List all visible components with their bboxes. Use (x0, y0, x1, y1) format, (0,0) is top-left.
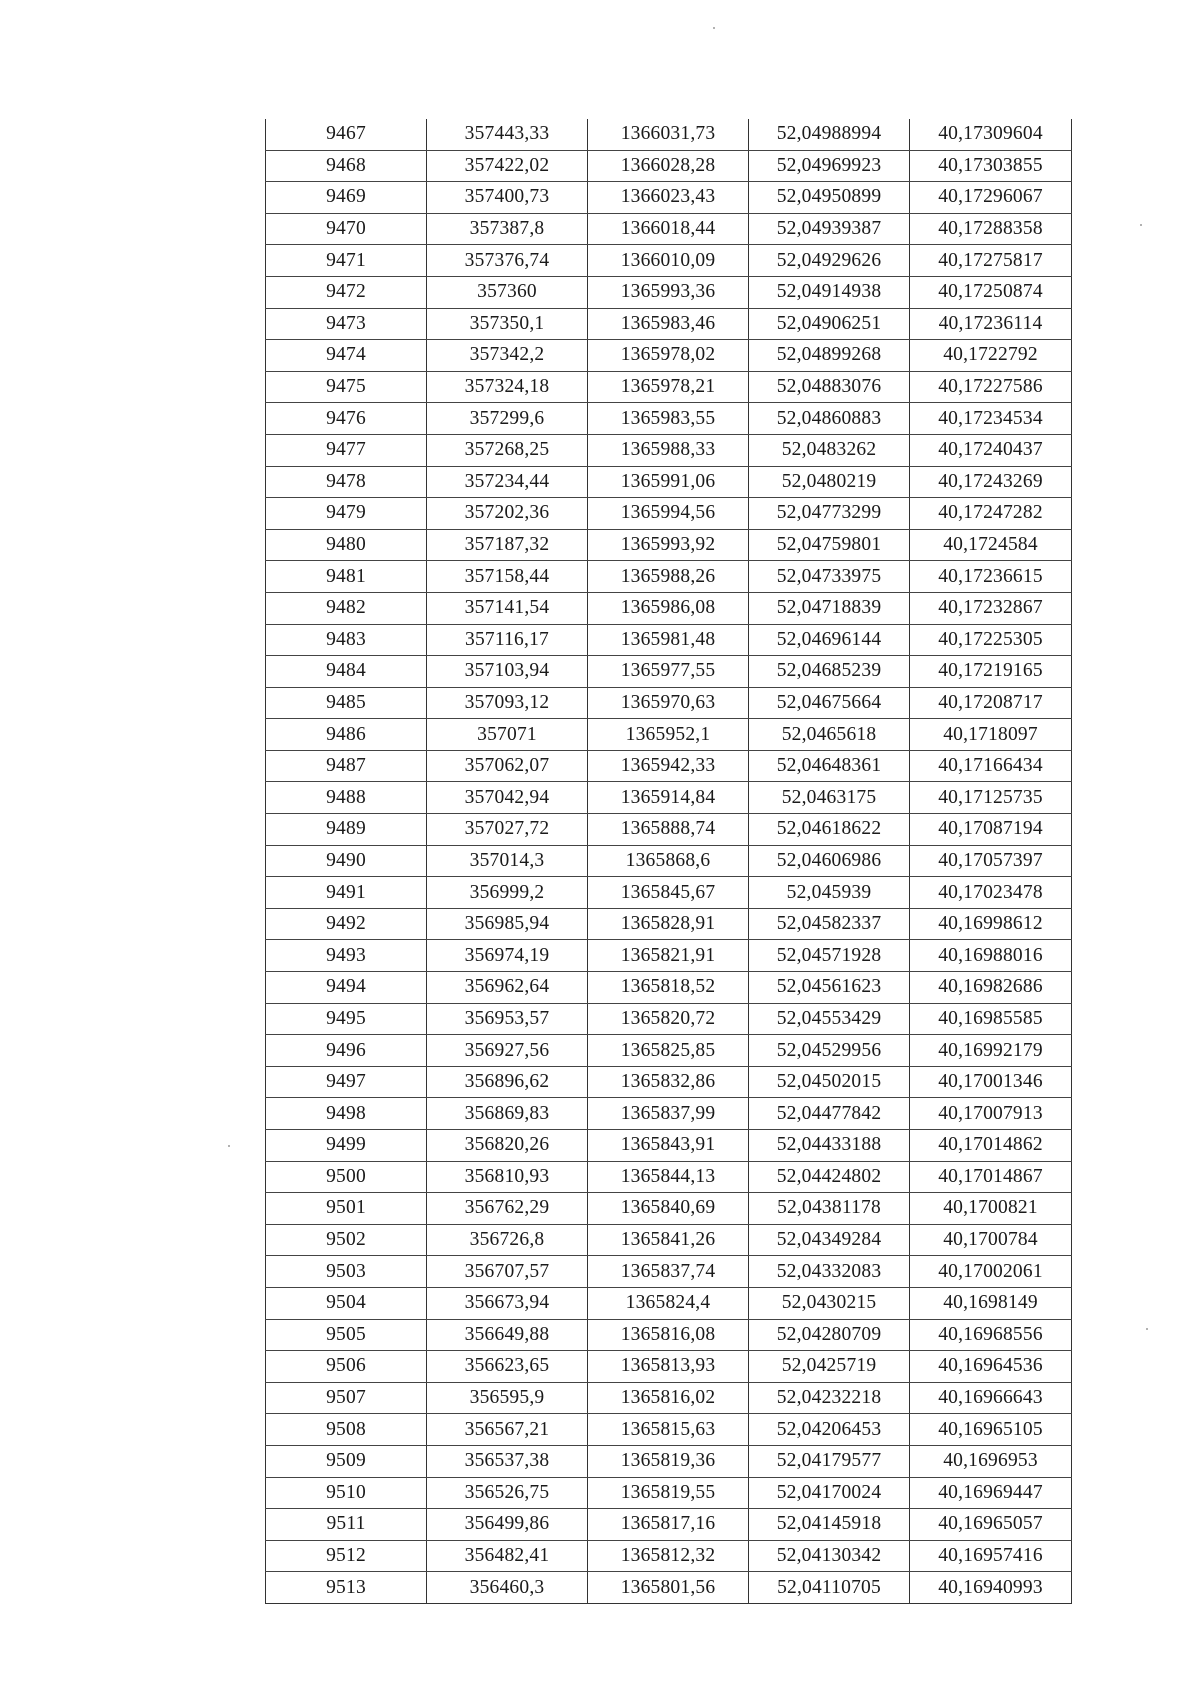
coordinates-table-wrapper (265, 119, 1071, 1604)
latitude-cell: 52,04950899 (749, 182, 910, 214)
longitude-cell: 40,17002061 (910, 1256, 1072, 1288)
latitude-cell: 52,04502015 (749, 1066, 910, 1098)
x-coordinate-cell: 356762,29 (427, 1193, 588, 1225)
x-coordinate-cell: 357400,73 (427, 182, 588, 214)
latitude-cell: 52,04648361 (749, 750, 910, 782)
latitude-cell: 52,04553429 (749, 1003, 910, 1035)
point-number-cell: 9512 (266, 1540, 427, 1572)
point-number-cell: 9477 (266, 434, 427, 466)
table-row (266, 1477, 1072, 1509)
table-row (266, 782, 1072, 814)
y-coordinate-cell: 1365819,36 (588, 1445, 749, 1477)
table-row (266, 182, 1072, 214)
table-row (266, 529, 1072, 561)
longitude-cell: 40,17236114 (910, 308, 1072, 340)
y-coordinate-cell: 1365820,72 (588, 1003, 749, 1035)
y-coordinate-cell: 1366031,73 (588, 119, 749, 150)
y-coordinate-cell: 1365821,91 (588, 940, 749, 972)
longitude-cell: 40,17225305 (910, 624, 1072, 656)
latitude-cell: 52,04433188 (749, 1130, 910, 1162)
point-number-cell: 9476 (266, 403, 427, 435)
latitude-cell: 52,04929626 (749, 245, 910, 277)
point-number-cell: 9472 (266, 276, 427, 308)
y-coordinate-cell: 1365952,1 (588, 719, 749, 751)
longitude-cell: 40,16998612 (910, 908, 1072, 940)
latitude-cell: 52,04773299 (749, 498, 910, 530)
point-number-cell: 9481 (266, 561, 427, 593)
longitude-cell: 40,16969447 (910, 1477, 1072, 1509)
x-coordinate-cell: 356820,26 (427, 1130, 588, 1162)
latitude-cell: 52,04860883 (749, 403, 910, 435)
x-coordinate-cell: 357202,36 (427, 498, 588, 530)
y-coordinate-cell: 1365801,56 (588, 1572, 749, 1604)
x-coordinate-cell: 356595,9 (427, 1382, 588, 1414)
y-coordinate-cell: 1365978,02 (588, 340, 749, 372)
longitude-cell: 40,17057397 (910, 845, 1072, 877)
y-coordinate-cell: 1365914,84 (588, 782, 749, 814)
y-coordinate-cell: 1366010,09 (588, 245, 749, 277)
x-coordinate-cell: 357103,94 (427, 656, 588, 688)
point-number-cell: 9508 (266, 1414, 427, 1446)
x-coordinate-cell: 357387,8 (427, 213, 588, 245)
latitude-cell: 52,04232218 (749, 1382, 910, 1414)
table-row (266, 624, 1072, 656)
point-number-cell: 9497 (266, 1066, 427, 1098)
point-number-cell: 9492 (266, 908, 427, 940)
x-coordinate-cell: 356896,62 (427, 1066, 588, 1098)
table-row (266, 814, 1072, 846)
longitude-cell: 40,17007913 (910, 1098, 1072, 1130)
x-coordinate-cell: 356623,65 (427, 1351, 588, 1383)
y-coordinate-cell: 1365828,91 (588, 908, 749, 940)
latitude-cell: 52,045939 (749, 877, 910, 909)
x-coordinate-cell: 357299,6 (427, 403, 588, 435)
scan-speck (713, 27, 715, 29)
latitude-cell: 52,0483262 (749, 434, 910, 466)
table-row (266, 213, 1072, 245)
latitude-cell: 52,0425719 (749, 1351, 910, 1383)
table-row (266, 1224, 1072, 1256)
table-row (266, 434, 1072, 466)
longitude-cell: 40,17243269 (910, 466, 1072, 498)
point-number-cell: 9487 (266, 750, 427, 782)
table-row (266, 1540, 1072, 1572)
x-coordinate-cell: 356999,2 (427, 877, 588, 909)
latitude-cell: 52,04332083 (749, 1256, 910, 1288)
table-row (266, 719, 1072, 751)
latitude-cell: 52,04696144 (749, 624, 910, 656)
table-row (266, 1130, 1072, 1162)
x-coordinate-cell: 357234,44 (427, 466, 588, 498)
x-coordinate-cell: 357187,32 (427, 529, 588, 561)
table-row (266, 1287, 1072, 1319)
point-number-cell: 9486 (266, 719, 427, 751)
latitude-cell: 52,0463175 (749, 782, 910, 814)
longitude-cell: 40,1700821 (910, 1193, 1072, 1225)
point-number-cell: 9506 (266, 1351, 427, 1383)
point-number-cell: 9504 (266, 1287, 427, 1319)
x-coordinate-cell: 356649,88 (427, 1319, 588, 1351)
point-number-cell: 9494 (266, 972, 427, 1004)
x-coordinate-cell: 356726,8 (427, 1224, 588, 1256)
y-coordinate-cell: 1365837,74 (588, 1256, 749, 1288)
y-coordinate-cell: 1365824,4 (588, 1287, 749, 1319)
x-coordinate-cell: 357360 (427, 276, 588, 308)
point-number-cell: 9479 (266, 498, 427, 530)
x-coordinate-cell: 357324,18 (427, 371, 588, 403)
y-coordinate-cell: 1365983,46 (588, 308, 749, 340)
latitude-cell: 52,04179577 (749, 1445, 910, 1477)
table-row (266, 908, 1072, 940)
coordinates-table (265, 119, 1072, 1604)
x-coordinate-cell: 357093,12 (427, 687, 588, 719)
table-row (266, 940, 1072, 972)
y-coordinate-cell: 1365819,55 (588, 1477, 749, 1509)
x-coordinate-cell: 356974,19 (427, 940, 588, 972)
table-row (266, 498, 1072, 530)
y-coordinate-cell: 1365812,32 (588, 1540, 749, 1572)
latitude-cell: 52,04883076 (749, 371, 910, 403)
longitude-cell: 40,17014862 (910, 1130, 1072, 1162)
latitude-cell: 52,04349284 (749, 1224, 910, 1256)
y-coordinate-cell: 1365991,06 (588, 466, 749, 498)
table-row (266, 1098, 1072, 1130)
y-coordinate-cell: 1365813,93 (588, 1351, 749, 1383)
table-row (266, 1035, 1072, 1067)
x-coordinate-cell: 356707,57 (427, 1256, 588, 1288)
longitude-cell: 40,17219165 (910, 656, 1072, 688)
table-row (266, 972, 1072, 1004)
y-coordinate-cell: 1365978,21 (588, 371, 749, 403)
point-number-cell: 9482 (266, 592, 427, 624)
x-coordinate-cell: 357014,3 (427, 845, 588, 877)
point-number-cell: 9475 (266, 371, 427, 403)
x-coordinate-cell: 357027,72 (427, 814, 588, 846)
table-row (266, 371, 1072, 403)
table-row (266, 687, 1072, 719)
longitude-cell: 40,16964536 (910, 1351, 1072, 1383)
latitude-cell: 52,04969923 (749, 150, 910, 182)
longitude-cell: 40,17014867 (910, 1161, 1072, 1193)
longitude-cell: 40,17296067 (910, 182, 1072, 214)
x-coordinate-cell: 356953,57 (427, 1003, 588, 1035)
point-number-cell: 9499 (266, 1130, 427, 1162)
table-row (266, 656, 1072, 688)
x-coordinate-cell: 357342,2 (427, 340, 588, 372)
y-coordinate-cell: 1365993,36 (588, 276, 749, 308)
point-number-cell: 9469 (266, 182, 427, 214)
y-coordinate-cell: 1365845,67 (588, 877, 749, 909)
point-number-cell: 9495 (266, 1003, 427, 1035)
x-coordinate-cell: 357268,25 (427, 434, 588, 466)
table-row (266, 308, 1072, 340)
table-row (266, 1193, 1072, 1225)
table-row (266, 1572, 1072, 1604)
point-number-cell: 9500 (266, 1161, 427, 1193)
point-number-cell: 9498 (266, 1098, 427, 1130)
x-coordinate-cell: 356869,83 (427, 1098, 588, 1130)
y-coordinate-cell: 1365841,26 (588, 1224, 749, 1256)
latitude-cell: 52,04110705 (749, 1572, 910, 1604)
y-coordinate-cell: 1365983,55 (588, 403, 749, 435)
latitude-cell: 52,04424802 (749, 1161, 910, 1193)
latitude-cell: 52,04280709 (749, 1319, 910, 1351)
longitude-cell: 40,17303855 (910, 150, 1072, 182)
scan-speck (1146, 1328, 1148, 1330)
point-number-cell: 9474 (266, 340, 427, 372)
x-coordinate-cell: 356526,75 (427, 1477, 588, 1509)
point-number-cell: 9503 (266, 1256, 427, 1288)
table-row (266, 466, 1072, 498)
point-number-cell: 9511 (266, 1509, 427, 1541)
point-number-cell: 9501 (266, 1193, 427, 1225)
longitude-cell: 40,16992179 (910, 1035, 1072, 1067)
table-row (266, 1509, 1072, 1541)
latitude-cell: 52,04571928 (749, 940, 910, 972)
longitude-cell: 40,16982686 (910, 972, 1072, 1004)
table-row (266, 592, 1072, 624)
point-number-cell: 9496 (266, 1035, 427, 1067)
x-coordinate-cell: 357350,1 (427, 308, 588, 340)
point-number-cell: 9493 (266, 940, 427, 972)
table-row (266, 1066, 1072, 1098)
longitude-cell: 40,16985585 (910, 1003, 1072, 1035)
point-number-cell: 9484 (266, 656, 427, 688)
table-row (266, 1414, 1072, 1446)
y-coordinate-cell: 1365832,86 (588, 1066, 749, 1098)
point-number-cell: 9471 (266, 245, 427, 277)
x-coordinate-cell: 356962,64 (427, 972, 588, 1004)
y-coordinate-cell: 1365868,6 (588, 845, 749, 877)
point-number-cell: 9502 (266, 1224, 427, 1256)
y-coordinate-cell: 1365994,56 (588, 498, 749, 530)
point-number-cell: 9480 (266, 529, 427, 561)
point-number-cell: 9488 (266, 782, 427, 814)
x-coordinate-cell: 357443,33 (427, 119, 588, 150)
longitude-cell: 40,16988016 (910, 940, 1072, 972)
x-coordinate-cell: 356927,56 (427, 1035, 588, 1067)
longitude-cell: 40,16957416 (910, 1540, 1072, 1572)
point-number-cell: 9507 (266, 1382, 427, 1414)
latitude-cell: 52,0465618 (749, 719, 910, 751)
table-row (266, 119, 1072, 150)
y-coordinate-cell: 1366023,43 (588, 182, 749, 214)
y-coordinate-cell: 1365844,13 (588, 1161, 749, 1193)
latitude-cell: 52,04206453 (749, 1414, 910, 1446)
x-coordinate-cell: 357071 (427, 719, 588, 751)
longitude-cell: 40,17125735 (910, 782, 1072, 814)
table-row (266, 1382, 1072, 1414)
y-coordinate-cell: 1365993,92 (588, 529, 749, 561)
table-row (266, 1319, 1072, 1351)
table-row (266, 877, 1072, 909)
point-number-cell: 9510 (266, 1477, 427, 1509)
scan-speck (1140, 224, 1142, 226)
longitude-cell: 40,17240437 (910, 434, 1072, 466)
x-coordinate-cell: 357376,74 (427, 245, 588, 277)
longitude-cell: 40,16965105 (910, 1414, 1072, 1446)
table-row (266, 245, 1072, 277)
longitude-cell: 40,16965057 (910, 1509, 1072, 1541)
longitude-cell: 40,17227586 (910, 371, 1072, 403)
point-number-cell: 9470 (266, 213, 427, 245)
latitude-cell: 52,04477842 (749, 1098, 910, 1130)
table-row (266, 150, 1072, 182)
point-number-cell: 9483 (266, 624, 427, 656)
point-number-cell: 9473 (266, 308, 427, 340)
longitude-cell: 40,16940993 (910, 1572, 1072, 1604)
y-coordinate-cell: 1365825,85 (588, 1035, 749, 1067)
y-coordinate-cell: 1365981,48 (588, 624, 749, 656)
y-coordinate-cell: 1365843,91 (588, 1130, 749, 1162)
table-row (266, 1003, 1072, 1035)
y-coordinate-cell: 1365816,02 (588, 1382, 749, 1414)
x-coordinate-cell: 356673,94 (427, 1287, 588, 1319)
coordinates-table-body (266, 119, 1072, 1603)
latitude-cell: 52,04718839 (749, 592, 910, 624)
longitude-cell: 40,17247282 (910, 498, 1072, 530)
longitude-cell: 40,17309604 (910, 119, 1072, 150)
point-number-cell: 9489 (266, 814, 427, 846)
y-coordinate-cell: 1365840,69 (588, 1193, 749, 1225)
point-number-cell: 9509 (266, 1445, 427, 1477)
table-row (266, 1445, 1072, 1477)
table-row (266, 845, 1072, 877)
latitude-cell: 52,04759801 (749, 529, 910, 561)
longitude-cell: 40,16966643 (910, 1382, 1072, 1414)
y-coordinate-cell: 1365977,55 (588, 656, 749, 688)
point-number-cell: 9478 (266, 466, 427, 498)
table-row (266, 1351, 1072, 1383)
x-coordinate-cell: 357116,17 (427, 624, 588, 656)
y-coordinate-cell: 1365888,74 (588, 814, 749, 846)
y-coordinate-cell: 1366018,44 (588, 213, 749, 245)
latitude-cell: 52,04675664 (749, 687, 910, 719)
x-coordinate-cell: 356567,21 (427, 1414, 588, 1446)
latitude-cell: 52,04529956 (749, 1035, 910, 1067)
x-coordinate-cell: 356810,93 (427, 1161, 588, 1193)
longitude-cell: 40,17288358 (910, 213, 1072, 245)
point-number-cell: 9491 (266, 877, 427, 909)
longitude-cell: 40,17275817 (910, 245, 1072, 277)
table-row (266, 561, 1072, 593)
longitude-cell: 40,1724584 (910, 529, 1072, 561)
table-row (266, 750, 1072, 782)
longitude-cell: 40,17023478 (910, 877, 1072, 909)
latitude-cell: 52,04988994 (749, 119, 910, 150)
point-number-cell: 9490 (266, 845, 427, 877)
longitude-cell: 40,17166434 (910, 750, 1072, 782)
y-coordinate-cell: 1365986,08 (588, 592, 749, 624)
y-coordinate-cell: 1365815,63 (588, 1414, 749, 1446)
longitude-cell: 40,17208717 (910, 687, 1072, 719)
latitude-cell: 52,04561623 (749, 972, 910, 1004)
longitude-cell: 40,1698149 (910, 1287, 1072, 1319)
x-coordinate-cell: 356460,3 (427, 1572, 588, 1604)
longitude-cell: 40,17001346 (910, 1066, 1072, 1098)
latitude-cell: 52,04939387 (749, 213, 910, 245)
latitude-cell: 52,04381178 (749, 1193, 910, 1225)
x-coordinate-cell: 356985,94 (427, 908, 588, 940)
latitude-cell: 52,04914938 (749, 276, 910, 308)
latitude-cell: 52,04906251 (749, 308, 910, 340)
x-coordinate-cell: 356482,41 (427, 1540, 588, 1572)
y-coordinate-cell: 1366028,28 (588, 150, 749, 182)
scan-speck (228, 1145, 230, 1147)
longitude-cell: 40,1718097 (910, 719, 1072, 751)
latitude-cell: 52,04733975 (749, 561, 910, 593)
latitude-cell: 52,04170024 (749, 1477, 910, 1509)
y-coordinate-cell: 1365988,33 (588, 434, 749, 466)
table-row (266, 276, 1072, 308)
latitude-cell: 52,04130342 (749, 1540, 910, 1572)
longitude-cell: 40,17250874 (910, 276, 1072, 308)
point-number-cell: 9485 (266, 687, 427, 719)
longitude-cell: 40,17236615 (910, 561, 1072, 593)
y-coordinate-cell: 1365942,33 (588, 750, 749, 782)
latitude-cell: 52,0430215 (749, 1287, 910, 1319)
point-number-cell: 9513 (266, 1572, 427, 1604)
x-coordinate-cell: 357422,02 (427, 150, 588, 182)
longitude-cell: 40,1696953 (910, 1445, 1072, 1477)
x-coordinate-cell: 356499,86 (427, 1509, 588, 1541)
x-coordinate-cell: 357141,54 (427, 592, 588, 624)
latitude-cell: 52,04899268 (749, 340, 910, 372)
longitude-cell: 40,1722792 (910, 340, 1072, 372)
latitude-cell: 52,04606986 (749, 845, 910, 877)
y-coordinate-cell: 1365817,16 (588, 1509, 749, 1541)
latitude-cell: 52,04145918 (749, 1509, 910, 1541)
x-coordinate-cell: 357042,94 (427, 782, 588, 814)
longitude-cell: 40,17232867 (910, 592, 1072, 624)
latitude-cell: 52,0480219 (749, 466, 910, 498)
table-row (266, 1256, 1072, 1288)
y-coordinate-cell: 1365816,08 (588, 1319, 749, 1351)
latitude-cell: 52,04618622 (749, 814, 910, 846)
y-coordinate-cell: 1365818,52 (588, 972, 749, 1004)
x-coordinate-cell: 357158,44 (427, 561, 588, 593)
point-number-cell: 9468 (266, 150, 427, 182)
x-coordinate-cell: 356537,38 (427, 1445, 588, 1477)
latitude-cell: 52,04582337 (749, 908, 910, 940)
table-row (266, 340, 1072, 372)
y-coordinate-cell: 1365970,63 (588, 687, 749, 719)
longitude-cell: 40,17234534 (910, 403, 1072, 435)
y-coordinate-cell: 1365837,99 (588, 1098, 749, 1130)
point-number-cell: 9467 (266, 119, 427, 150)
longitude-cell: 40,17087194 (910, 814, 1072, 846)
longitude-cell: 40,1700784 (910, 1224, 1072, 1256)
longitude-cell: 40,16968556 (910, 1319, 1072, 1351)
table-row (266, 1161, 1072, 1193)
table-row (266, 403, 1072, 435)
y-coordinate-cell: 1365988,26 (588, 561, 749, 593)
point-number-cell: 9505 (266, 1319, 427, 1351)
latitude-cell: 52,04685239 (749, 656, 910, 688)
x-coordinate-cell: 357062,07 (427, 750, 588, 782)
